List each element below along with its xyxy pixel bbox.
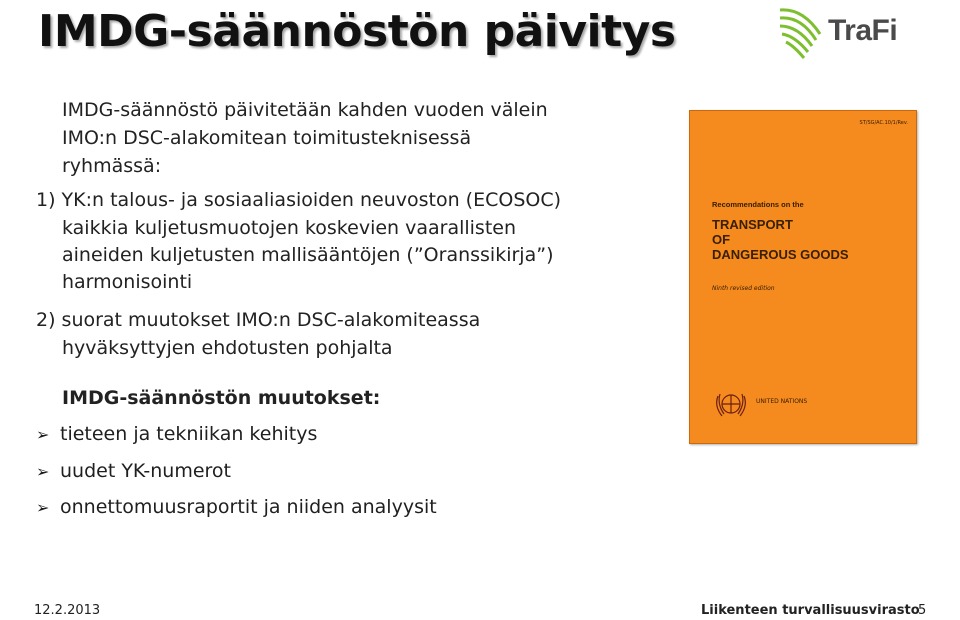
slide-title: IMDG-säännöstön päivitys (38, 6, 676, 57)
book-code: ST/SG/AC.10/1/Rev. (859, 120, 908, 126)
arrow-bullet-icon: ➢ (36, 498, 50, 517)
book-edition: Ninth revised edition (712, 285, 775, 292)
trafi-logo: TraFi (828, 14, 898, 47)
orange-book-cover (689, 110, 917, 444)
page-number: 5 (918, 603, 927, 618)
changes-heading: IMDG-säännöstön muutokset: (62, 387, 381, 409)
footer-date: 12.2.2013 (34, 603, 101, 618)
bullet-text: tieteen ja tekniikan kehitys (60, 423, 318, 445)
bullet-text: onnettomuusraportit ja niiden analyysit (60, 496, 437, 518)
intro-line-1: IMDG-säännöstö päivitetään kahden vuoden välein (62, 99, 548, 121)
book-publisher: UNITED NATIONS (756, 398, 808, 405)
item1-line-2: kaikkia kuljetusmuotojen koskevien vaarallisten (62, 217, 517, 239)
item1-line-4: harmonisointi (62, 271, 193, 293)
item2-line-2: hyväksyttyjen ehdotusten pohjalta (62, 337, 393, 359)
list-item (36, 493, 437, 522)
book-title-line-2: OF (712, 232, 731, 247)
arrow-bullet-icon: ➢ (36, 462, 50, 481)
list-item (36, 457, 231, 486)
un-emblem-icon (712, 388, 750, 422)
item2-line-1: 2) suorat muutokset IMO:n DSC-alakomiteassa (36, 309, 481, 331)
intro-line-3: ryhmässä: (62, 155, 162, 177)
arrow-bullet-icon: ➢ (36, 425, 50, 444)
footer-organization: Liikenteen turvallisuusvirasto (701, 603, 920, 618)
intro-line-2: IMO:n DSC-alakomitean toimitusteknisessä (62, 127, 472, 149)
book-title-line-1: TRANSPORT (712, 217, 793, 232)
book-title-line-3: DANGEROUS GOODS (712, 247, 849, 262)
item1-line-1: 1) YK:n talous- ja sosiaaliasioiden neuvoston (ECOSOC) (36, 189, 562, 211)
list-item (36, 420, 317, 449)
bullet-text: uudet YK-numerot (60, 460, 231, 482)
book-subtitle: Recommendations on the (712, 200, 804, 209)
item1-line-3: aineiden kuljetusten mallisääntöjen (”Oranssikirja”) (62, 244, 554, 266)
